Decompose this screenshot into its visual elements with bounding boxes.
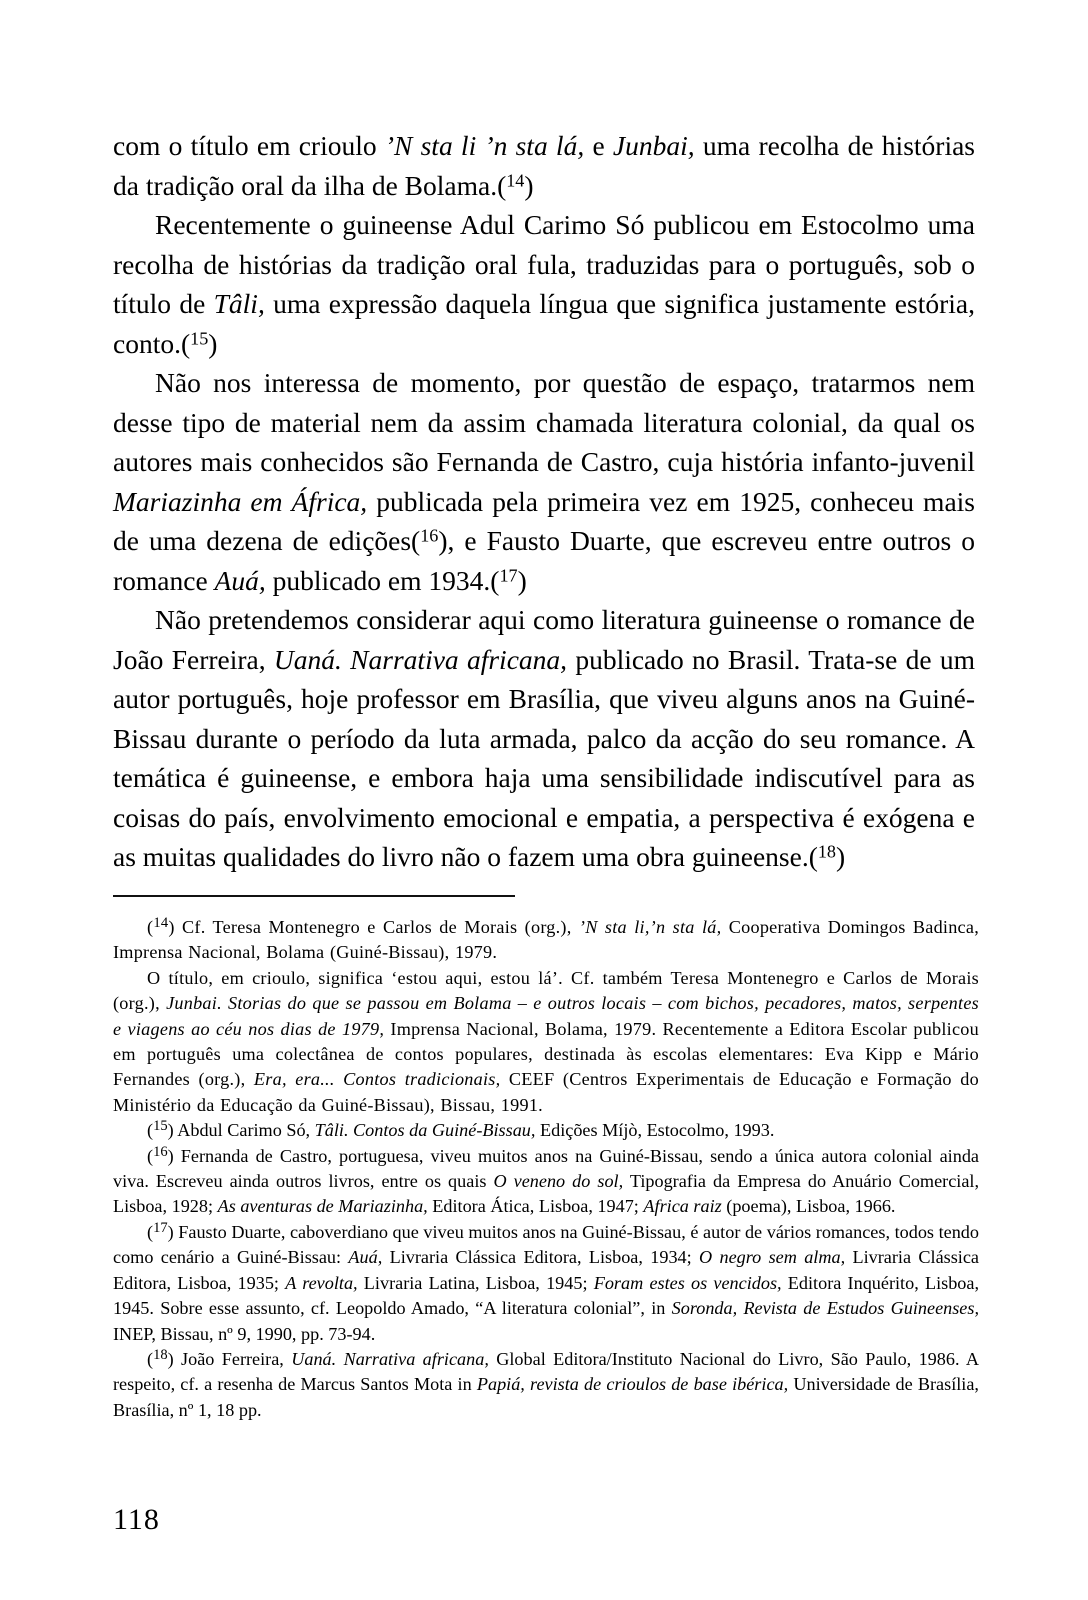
text-run: Papiá, revista de crioulos de base ibérica, (476, 1374, 789, 1395)
body-text-block (113, 126, 975, 877)
footnote-reference-marker: 18 (817, 841, 836, 862)
page-number: 118 (113, 1503, 160, 1536)
text-run: O título, em crioulo, significa ‘estou aqui, estou lá’. Cf. também Teresa Montenegro e Carlos de Morais (org.), (113, 967, 979, 1014)
text-run: Fernanda de Castro, portuguesa, viveu muitos anos na Guiné-Bissau, sendo a única autora colonial ainda viva. Escreveu ainda outros livros, entre os quais (113, 1145, 979, 1192)
text-run: ) (836, 841, 846, 872)
text-run: Tâli, (213, 288, 265, 319)
text-run: Cf. Teresa Montenegro e Carlos de Morais (org.), (182, 917, 579, 937)
text-run: Tipografia da Empresa do Anuário Comercial, Lisboa, 1928; (113, 1171, 980, 1217)
text-run: Não pretendemos considerar aqui como literatura guineense o romance de João Ferreira, (113, 604, 975, 675)
footnote-number-superscript: 17 (153, 1219, 168, 1236)
footnote-entry (113, 915, 979, 966)
footnote-number-superscript: 14 (153, 914, 169, 931)
text-run: Abdul Carimo Só, (177, 1120, 315, 1141)
text-run: ), e Fausto Duarte, que escreveu entre outros o romance (113, 525, 976, 596)
footnote-number: ($^{14}$) (147, 914, 183, 937)
text-run: Junbai, (612, 130, 695, 161)
footnote-number: ($^{15}$) (147, 1118, 178, 1141)
footnote-separator-rule (113, 895, 515, 897)
text-run: Imprensa Nacional, Bolama, 1979. Recentemente a Editora Escolar publicou em português uma colectânea de contos populares, destinada às escolas elementares: Eva Kipp e Mário Fernandes (org.), (113, 1018, 979, 1090)
footnote-entry (113, 1220, 979, 1347)
text-run: Global Editora/Instituto Nacional do Livro, São Paulo, 1986. A respeito, cf. a resenha de Marcus Santos Mota in (113, 1348, 980, 1395)
footnote-reference-marker: 17 (499, 565, 518, 586)
text-run: Foram estes os vencidos, (593, 1272, 782, 1293)
text-run: As aventuras de Mariazinha, (217, 1196, 428, 1217)
footnote-reference-marker: 16 (420, 525, 439, 546)
body-paragraph (113, 363, 975, 600)
body-paragraph (113, 126, 975, 205)
text-run: publicado em 1934.( (265, 564, 500, 596)
text-run: Não nos interessa de momento, por questão de espaço, tratarmos nem desse tipo de material nem da assim chamada literatura colonial, da qual os autores mais conhecidos são Fernanda de Castro, cuja história infanto-juvenil (113, 367, 975, 477)
footnote-number: ($^{18}$) (147, 1346, 182, 1369)
footnote-number-superscript: 15 (153, 1118, 168, 1135)
footnote-reference-marker: 14 (506, 170, 525, 191)
text-run: Editora Inquérito, Lisboa, 1945. Sobre esse assunto, cf. Leopoldo Amado, “A literatura colonial”, in (113, 1272, 980, 1319)
text-run: ’N sta li,’n sta lá, (578, 917, 722, 937)
text-run: Uaná. Narrativa africana, (291, 1348, 489, 1369)
text-run: CEEF (Centros Experimentais de Educação e Formação do Ministério da Educação da Guiné-Bissau), Bissau, 1991. (113, 1069, 979, 1115)
text-run: INEP, Bissau, nº 9, 1990, pp. 73-94. (113, 1323, 376, 1344)
text-run: Era, era... Contos tradicionais, (253, 1069, 501, 1090)
text-run: Livraria Clássica Editora, Lisboa, 1935; (113, 1247, 979, 1293)
footnote-reference-marker: 15 (190, 328, 209, 349)
text-run: (poema), Lisboa, 1966. (721, 1196, 896, 1217)
text-run: publicada pela primeira vez em 1925, conheceu mais de uma dezena de edições( (113, 485, 975, 556)
text-run: O negro sem alma, (699, 1247, 846, 1268)
text-run: Mariazinha em África, (113, 485, 368, 517)
footnote-number-superscript: 16 (153, 1143, 168, 1160)
footnote-entry (113, 1347, 979, 1423)
footnotes-block (113, 915, 979, 1423)
text-run: e (584, 130, 613, 161)
body-paragraph (113, 205, 975, 363)
footnote-entry (113, 966, 979, 1118)
text-run: ) (524, 169, 534, 201)
text-run: O veneno do sol, (493, 1171, 624, 1192)
text-run: Editora Ática, Lisboa, 1947; (427, 1196, 644, 1217)
text-run: A revolta, (285, 1272, 358, 1293)
text-run: Livraria Latina, Lisboa, 1945; (357, 1272, 594, 1293)
text-run: Soronda, Revista de Estudos Guineenses, (671, 1298, 980, 1319)
text-run: Auá, (214, 564, 266, 596)
footnote-entry (113, 1144, 979, 1220)
footnote-number: ($^{16}$) (147, 1143, 181, 1166)
text-run: João Ferreira, (181, 1348, 292, 1369)
footnote-number-superscript: 18 (153, 1346, 168, 1363)
text-run: ) (517, 564, 527, 596)
body-paragraph (113, 600, 975, 877)
text-run: Africa raiz (643, 1196, 722, 1217)
text-run: Fausto Duarte, caboverdiano que viveu muitos anos na Guiné-Bissau, é autor de vários romances, todos tendo como cenário a Guiné-Bissau: (113, 1221, 979, 1268)
footnote-entry (113, 1118, 979, 1143)
text-run: uma recolha de histórias da tradição oral da ilha de Bolama.( (113, 130, 975, 201)
text-run: ) (208, 327, 218, 359)
text-run: Junbai. Storias do que se passou em Bolama – e outros locais – com bichos, pecadores, matos, serpentes e viagens ao céu nos dias de 1979, (113, 993, 979, 1039)
text-run: Uaná. Narrativa africana, (273, 643, 568, 675)
text-run: Tâli. Contos da Guiné-Bissau, (314, 1120, 536, 1141)
text-run: Auá, (348, 1247, 383, 1268)
text-run: Cooperativa Domingos Badinca, Imprensa Nacional, Bolama (Guiné-Bissau), 1979. (113, 917, 979, 963)
footnote-number: ($^{17}$) (147, 1219, 179, 1242)
text-run: Livraria Clássica Editora, Lisboa, 1934; (382, 1247, 700, 1268)
text-run: uma expressão daquela língua que significa justamente estória, conto.( (113, 288, 975, 359)
text-run: Edições Míjò, Estocolmo, 1993. (535, 1120, 775, 1141)
text-run: publicado no Brasil. Trata-se de um autor português, hoje professor em Brasília, que viveu alguns anos na Guiné-Bissau durante o período da luta armada, palco da acção do seu romance. A temática é guineense, e embora haja uma sensibilidade indiscutível para as coisas do país, envolvimento emocional e empatia, a perspectiva é exógena e as muitas qualidades do livro não o fazem uma obra guineense.( (113, 643, 976, 872)
text-run: com o título em crioulo (113, 130, 385, 161)
text-run: ’N sta li ’n sta lá, (384, 130, 585, 161)
text-run: Universidade de Brasília, Brasília, nº 1, 18 pp. (113, 1374, 979, 1420)
text-run: Recentemente o guineense Adul Carimo Só publicou em Estocolmo uma recolha de histórias da tradição oral fula, traduzidas para o português, sob o título de (113, 209, 975, 319)
